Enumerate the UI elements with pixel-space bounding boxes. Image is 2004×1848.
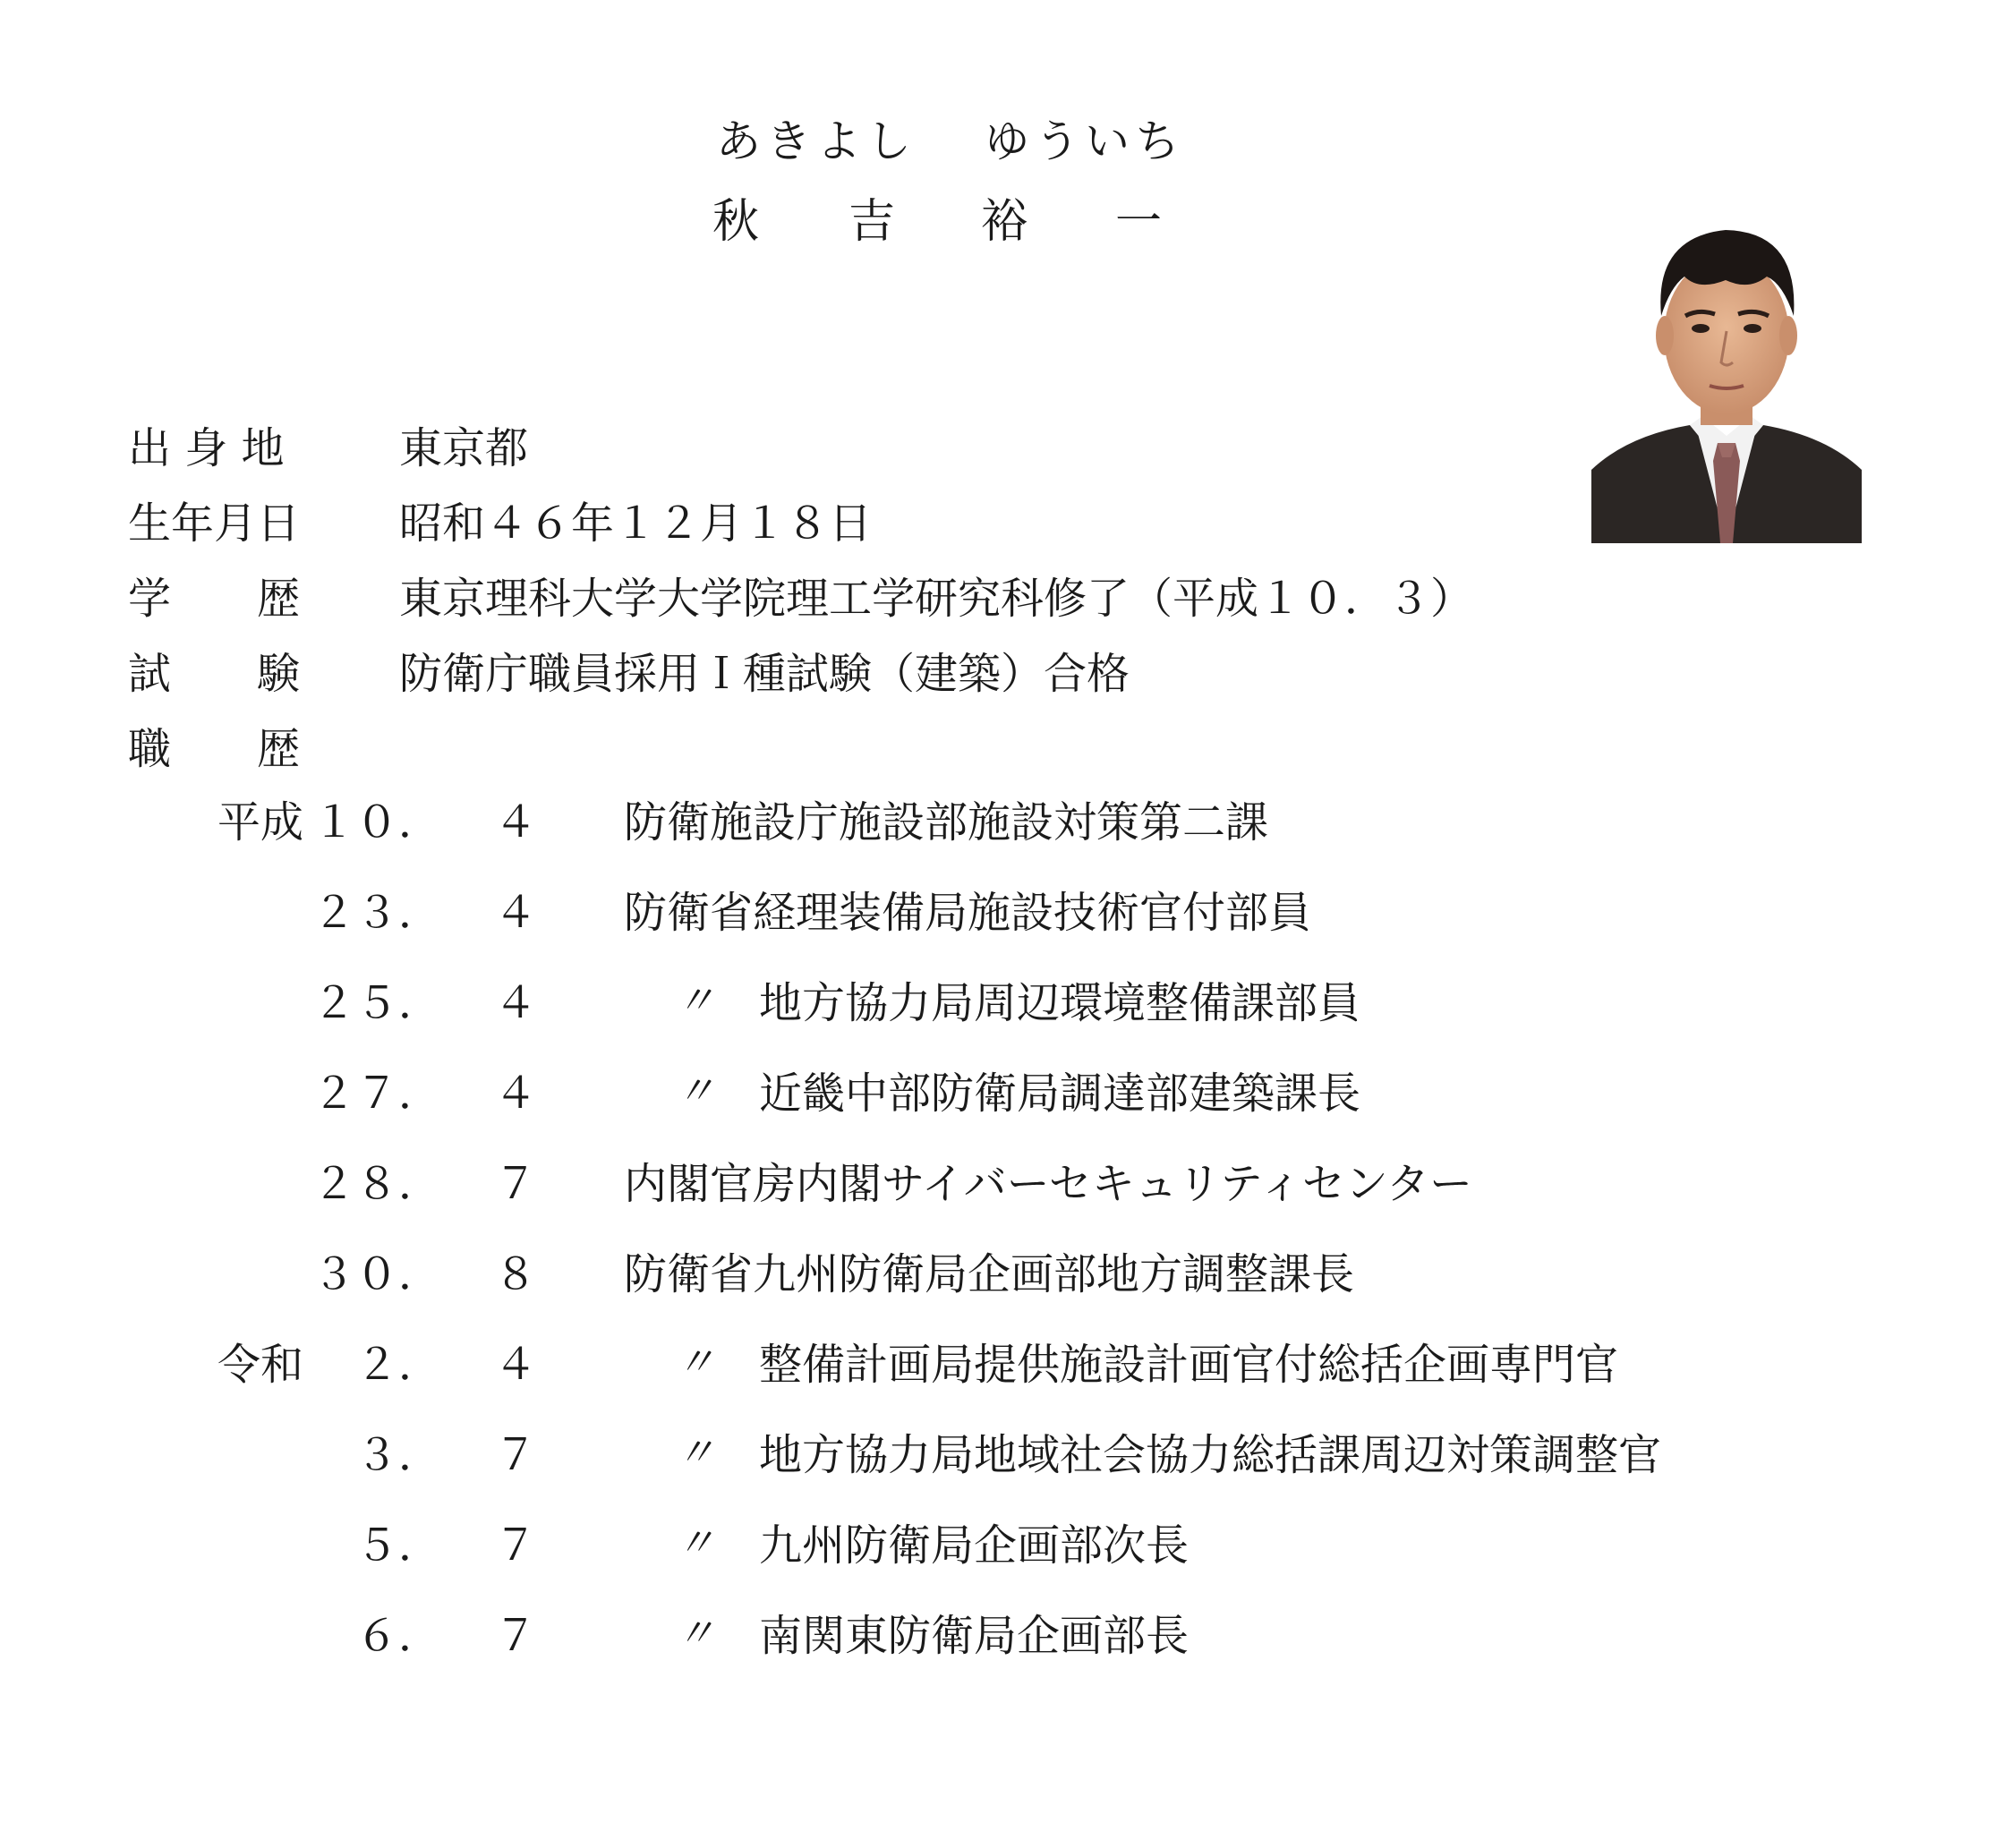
career-dot: ．: [398, 1611, 442, 1661]
career-year: １０: [311, 797, 398, 847]
career-post: 防衛施設庁施設部施設対策第二課: [624, 797, 1269, 847]
career-dot: ．: [398, 1340, 442, 1390]
name-char-4: 一: [1115, 195, 1163, 249]
career-month: ８: [494, 1249, 538, 1299]
career-month: ４: [494, 1069, 538, 1119]
education-value: 東京理科大学大学院理工学研究科修了（平成１０．３）: [399, 574, 1474, 624]
education-label: 学 歴: [128, 574, 301, 624]
career-label: 職 歴: [128, 724, 301, 774]
furigana-given: ゆういち: [985, 115, 1185, 167]
career-month: ４: [494, 797, 538, 847]
career-dot: ．: [398, 888, 442, 938]
career-year: ２８: [311, 1159, 398, 1209]
career-dot: ．: [398, 1159, 442, 1209]
career-month: ４: [494, 1340, 538, 1390]
career-ditto: 〃: [676, 1611, 715, 1656]
career-dot: ．: [398, 1249, 442, 1299]
birthplace-label: 出 身 地: [128, 423, 285, 473]
birthdate-value: 昭和４６年１２月１８日: [399, 498, 873, 549]
career-post: 九州防衛局企画部次長: [759, 1520, 1190, 1571]
career-ditto: 〃: [676, 978, 715, 1024]
portrait-photo: [1591, 201, 1862, 543]
career-month: ４: [494, 978, 538, 1028]
furigana-family: あきよし: [716, 115, 917, 167]
career-year: ３: [354, 1430, 398, 1480]
name-char-1: 秋: [712, 195, 760, 249]
exam-label: 試 験: [128, 649, 301, 699]
career-ditto: 〃: [676, 1069, 715, 1114]
career-year: ６: [354, 1611, 398, 1661]
career-year: ３０: [311, 1249, 398, 1299]
career-post: 防衛省経理装備局施設技術官付部員: [624, 888, 1312, 938]
name-char-2: 吉: [849, 195, 896, 249]
career-post: 整備計画局提供施設計画官付総括企画専門官: [759, 1340, 1619, 1390]
career-post: 防衛省九州防衛局企画部地方調整課長: [624, 1249, 1355, 1299]
career-dot: ．: [398, 1430, 442, 1480]
career-era: 令和: [217, 1340, 304, 1390]
career-month: ７: [494, 1520, 538, 1571]
career-dot: ．: [398, 1520, 442, 1571]
birthdate-label: 生年月日: [128, 498, 301, 549]
career-year: ５: [354, 1520, 398, 1571]
career-month: ７: [494, 1159, 538, 1209]
career-month: ４: [494, 888, 538, 938]
career-month: ７: [494, 1611, 538, 1661]
career-dot: ．: [398, 797, 442, 847]
career-year: ２７: [311, 1069, 398, 1119]
career-post: 地方協力局地域社会協力総括課周辺対策調整官: [759, 1430, 1662, 1480]
career-ditto: 〃: [676, 1520, 715, 1566]
career-era: 平成: [217, 797, 304, 847]
name-char-3: 裕: [981, 195, 1028, 249]
exam-value: 防衛庁職員採用Ｉ種試験（建築）合格: [399, 649, 1130, 699]
career-dot: ．: [398, 1069, 442, 1119]
career-ditto: 〃: [676, 1340, 715, 1385]
career-post: 南関東防衛局企画部長: [759, 1611, 1190, 1661]
career-ditto: 〃: [676, 1430, 715, 1476]
career-dot: ．: [398, 978, 442, 1028]
career-post: 地方協力局周辺環境整備課部員: [759, 978, 1361, 1028]
career-month: ７: [494, 1430, 538, 1480]
career-post: 内閣官房内閣サイバーセキュリティセンター: [624, 1159, 1473, 1209]
career-year: ２５: [311, 978, 398, 1028]
career-post: 近畿中部防衛局調達部建築課長: [759, 1069, 1361, 1119]
birthplace-value: 東京都: [399, 423, 529, 473]
career-year: ２: [354, 1340, 398, 1390]
career-year: ２３: [311, 888, 398, 938]
